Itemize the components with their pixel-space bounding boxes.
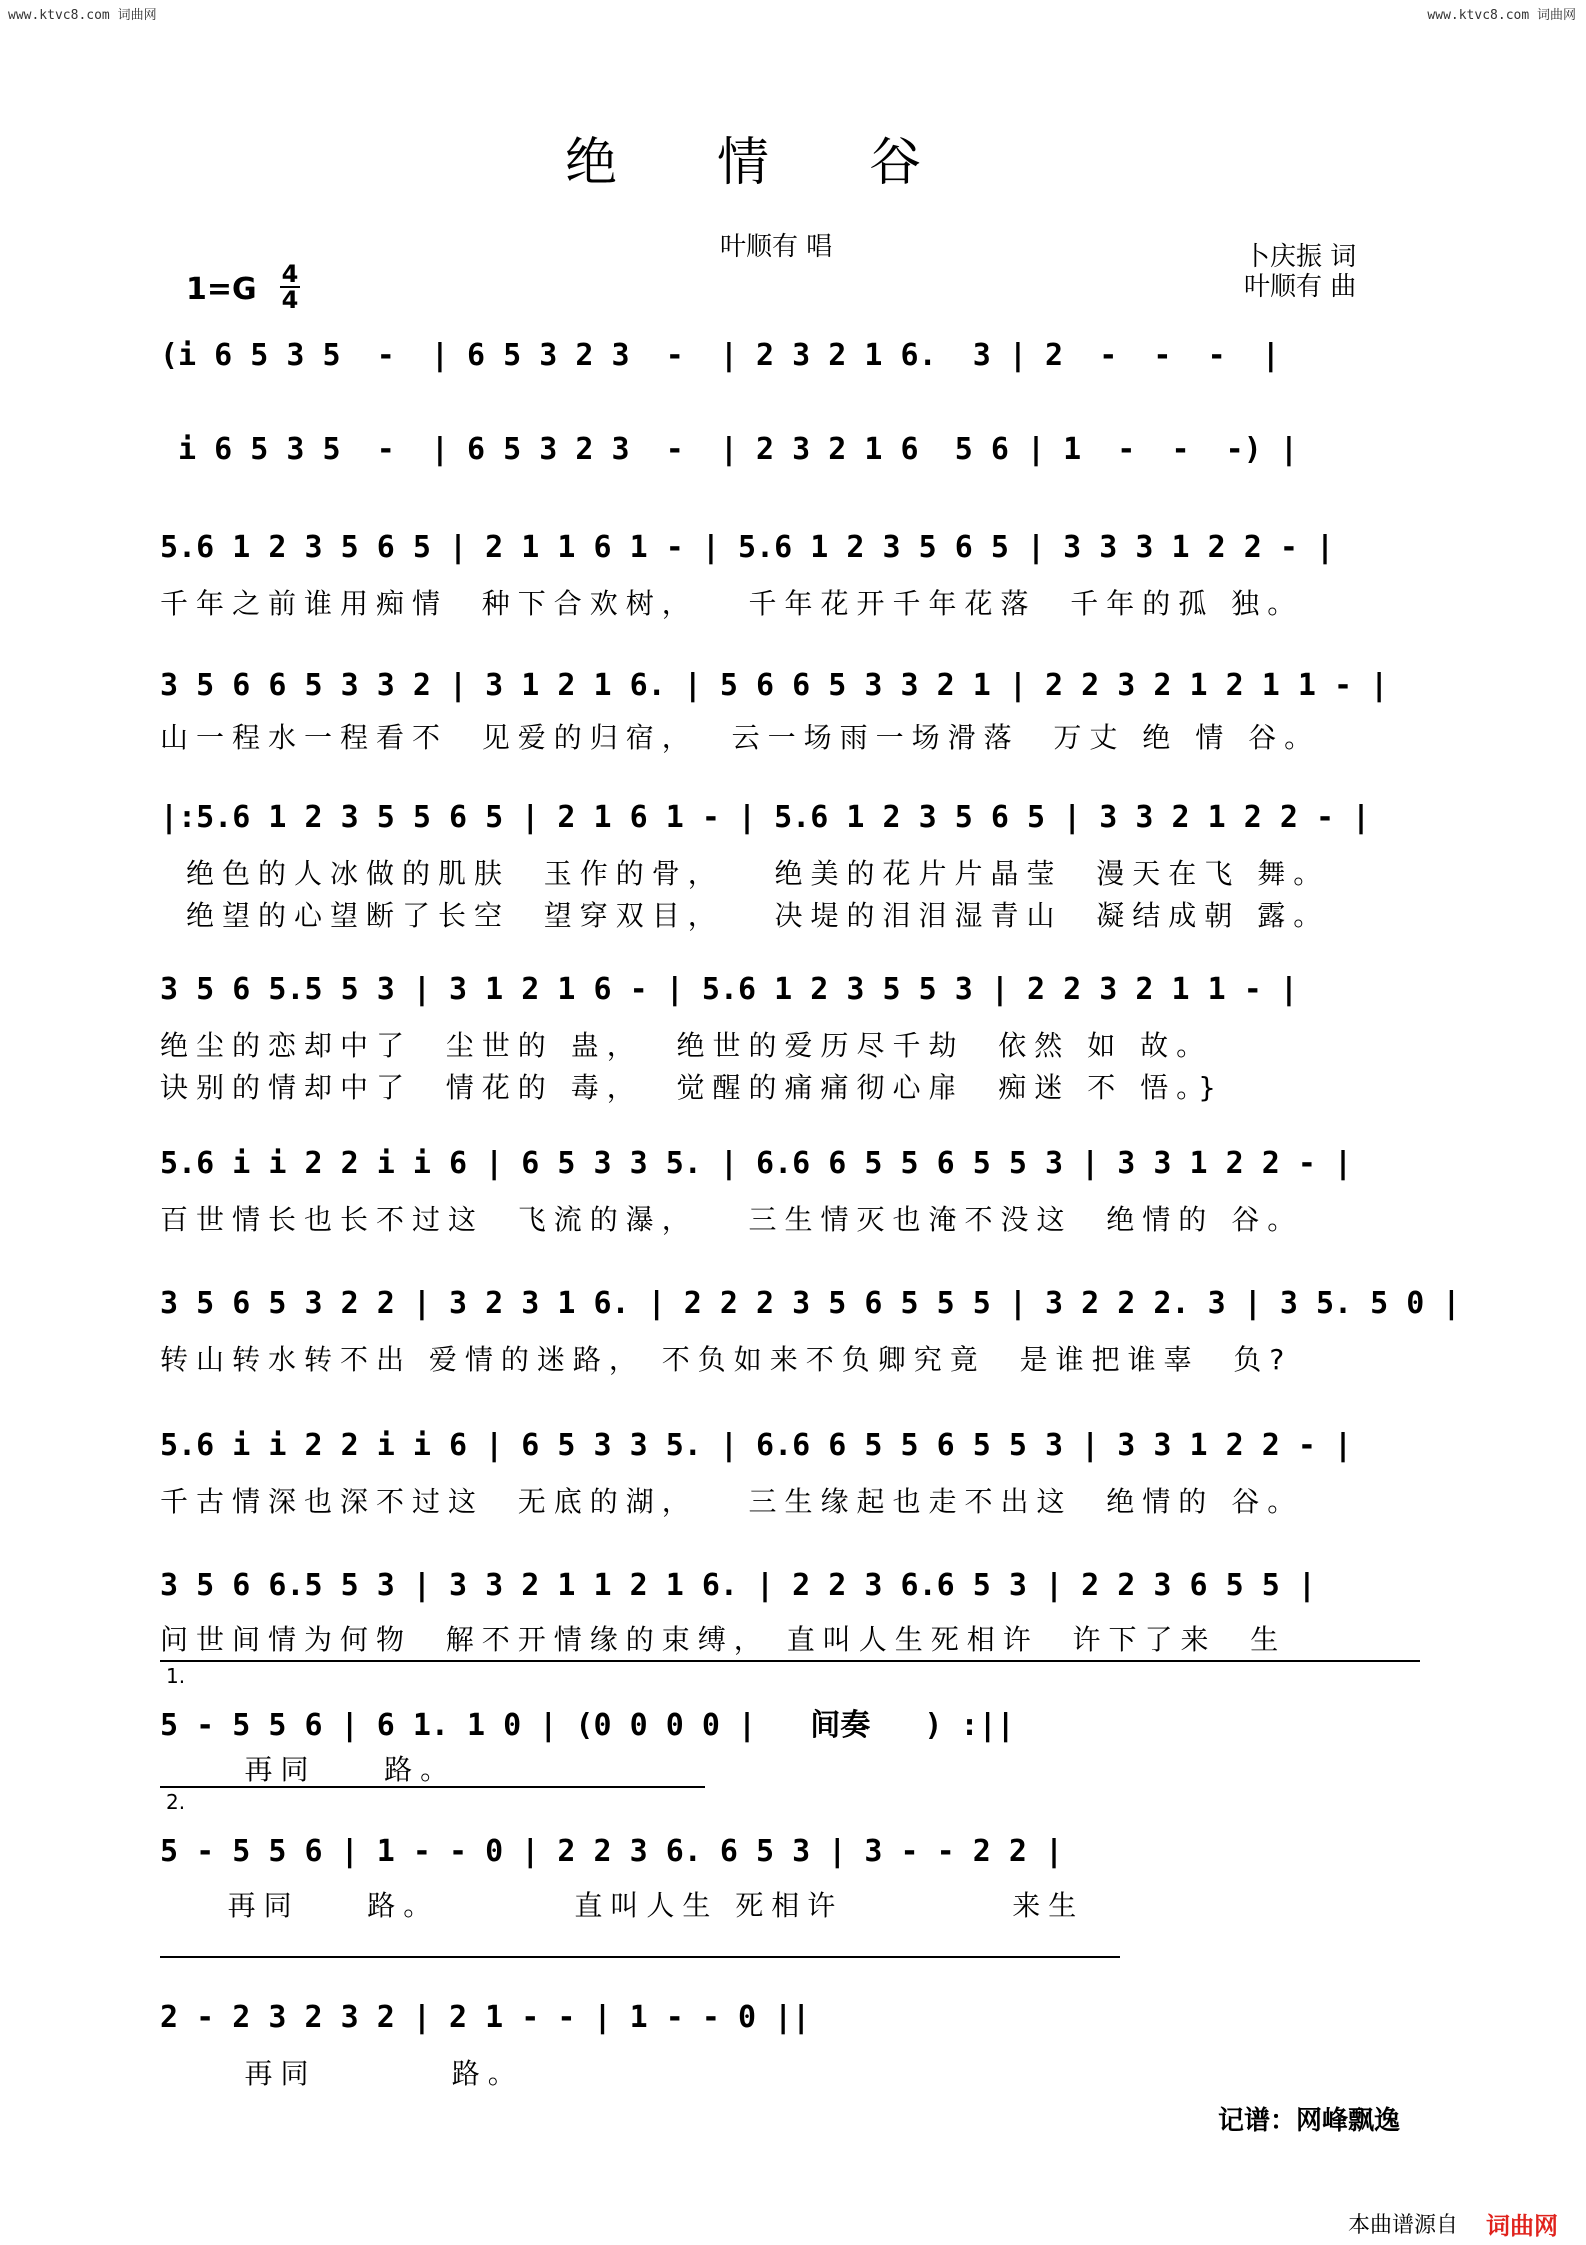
notation-row: 5 - 5 5 6 | 1 - - 0 | 2 2 3 6. 6 5 3 | 3 - - 2 2 | <box>160 1834 1064 1869</box>
watermark-left: www.ktvc8.com 词曲网 <box>8 8 157 23</box>
lyric-line: 千古情深也深不过这 无底的湖， 三生缘起也走不出这 绝情的 谷。 <box>160 1485 1304 1518</box>
volta-label: 1. <box>166 1664 186 1688</box>
notation-row: 5.6 i i 2 2 i i 6 | 6 5 3 3 5. | 6.6 6 5 5 6 5 5 3 | 3 3 1 2 2 - | <box>160 1146 1353 1181</box>
footer-site-link[interactable]: 词曲网 <box>1486 2212 1558 2240</box>
volta-bracket <box>160 1786 705 1788</box>
lyric-line: 绝色的人冰做的肌肤 玉作的骨， 绝美的花片片晶莹 漫天在飞 舞。 <box>186 857 1330 890</box>
notation-row: 2 - 2 3 2 3 2 | 2 1 - - | 1 - - 0 || <box>160 2000 811 2035</box>
watermark-right: www.ktvc8.com 词曲网 <box>1427 8 1576 23</box>
footer-source: 本曲谱源自 <box>1348 2213 1459 2238</box>
volta-bracket <box>160 1956 1120 1958</box>
lyric-line: 转山转水转不出 爱情的迷路， 不负如来不负卿究竟 是谁把谁辜 负? <box>160 1343 1293 1376</box>
composer-credit: 叶顺有 曲 <box>1244 272 1357 302</box>
transcriber-credit: 记谱：网峰飘逸 <box>1218 2106 1401 2136</box>
notation-row: 5.6 1 2 3 5 6 5 | 2 1 1 6 1 - | 5.6 1 2 3 5 6 5 | 3 3 3 1 2 2 - | <box>160 530 1334 565</box>
lyricist-credit: 卜庆振 词 <box>1244 242 1357 272</box>
time-sig-top: 4 <box>281 260 299 288</box>
notation-row: 5 - 5 5 6 | 6 1. 1 0 | (0 0 0 0 | 间奏 ) :|| <box>160 1708 1015 1743</box>
lyric-line: 再同 路。 <box>160 1753 457 1786</box>
song-title: 绝情谷 <box>564 133 1021 193</box>
lyric-line: 山一程水一程看不 见爱的归宿， 云一场雨一场滑落 万丈 绝 情 谷。 <box>160 721 1321 754</box>
notation-row: 3 5 6 6 5 3 3 2 | 3 1 2 1 6. | 5 6 6 5 3 3 2 1 | 2 2 3 2 1 2 1 1 - | <box>160 668 1389 703</box>
lyric-line: 百世情长也长不过这 飞流的瀑， 三生情灭也淹不没这 绝情的 谷。 <box>160 1203 1304 1236</box>
notation-row: 3 5 6 6.5 5 3 | 3 3 2 1 1 2 1 6. | 2 2 3 6.6 5 3 | 2 2 3 6 5 5 | <box>160 1568 1316 1603</box>
lyric-line: 绝尘的恋却中了 尘世的 蛊， 绝世的爱历尽千劫 依然 如 故。 <box>160 1029 1213 1062</box>
lyric-line: 再同 路。 <box>160 2057 524 2090</box>
notation-row: |:5.6 1 2 3 5 5 6 5 | 2 1 6 1 - | 5.6 1 2 3 5 6 5 | 3 3 2 1 2 2 - | <box>160 800 1371 835</box>
lyric-line: 问世间情为何物 解不开情缘的束缚， 直叫人生死相许 许下了来 生 <box>160 1623 1287 1656</box>
lyric-line: 绝望的心望断了长空 望穿双目， 决堤的泪泪湿青山 凝结成朝 露。 <box>186 899 1330 932</box>
singer-credit: 叶顺有 唱 <box>720 232 833 262</box>
notation-row: 3 5 6 5 3 2 2 | 3 2 3 1 6. | 2 2 2 3 5 6 5 5 5 | 3 2 2 2. 3 | 3 5. 5 0 | <box>160 1286 1461 1321</box>
time-sig-bottom: 4 <box>281 286 299 314</box>
key-signature: 1=G <box>186 272 257 307</box>
notation-row: i 6 5 3 5 - | 6 5 3 2 3 - | 2 3 2 1 6 5 6 | 1 - - -) | <box>160 432 1298 467</box>
volta-label: 2. <box>166 1790 186 1814</box>
lyric-line: 再同 路。 直叫人生 死相许 来生 <box>160 1889 1085 1922</box>
time-signature <box>280 262 300 312</box>
notation-row: 3 5 6 5.5 5 3 | 3 1 2 1 6 - | 5.6 1 2 3 5 5 3 | 2 2 3 2 1 1 - | <box>160 972 1298 1007</box>
notation-row: (i 6 5 3 5 - | 6 5 3 2 3 - | 2 3 2 1 6. 3 | 2 - - - | <box>160 338 1280 373</box>
lyric-line: 千年之前谁用痴情 种下合欢树， 千年花开千年花落 千年的孤 独。 <box>160 587 1304 620</box>
volta-bracket <box>160 1660 1420 1662</box>
lyric-line: 诀别的情却中了 情花的 毒， 觉醒的痛痛彻心扉 痴迷 不 悟。} <box>160 1071 1224 1104</box>
notation-row: 5.6 i i 2 2 i i 6 | 6 5 3 3 5. | 6.6 6 5 5 6 5 5 3 | 3 3 1 2 2 - | <box>160 1428 1353 1463</box>
